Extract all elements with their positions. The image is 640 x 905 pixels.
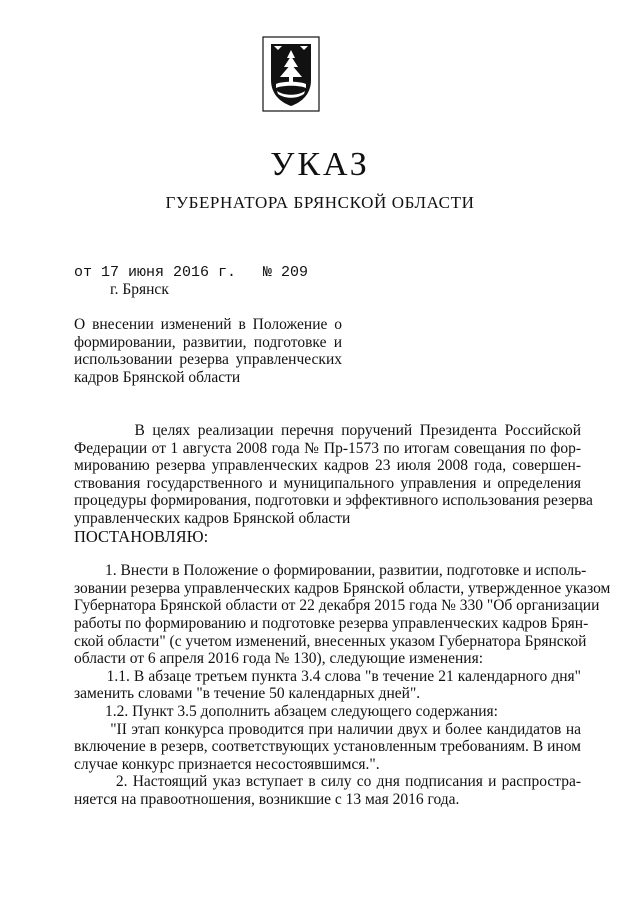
body-line: включение в резерв, соответствующих установленным требованиям. В ином bbox=[74, 738, 581, 756]
body-line: 1.2. Пункт 3.5 дополнить абзацем следующего содержания: bbox=[74, 702, 498, 720]
item-2-paragraph bbox=[74, 773, 581, 808]
item-1-2-paragraph bbox=[74, 703, 581, 721]
decree-number: № 209 bbox=[263, 264, 309, 281]
decree-date: от 17 июня 2016 г. bbox=[74, 264, 237, 281]
body-line: области от 6 апреля 2016 года № 130), следующие изменения: bbox=[74, 650, 484, 668]
body-line: управленческих кадров Брянской области bbox=[74, 509, 351, 527]
body-line: мированию резерва управленческих кадров 23 июля 2008 года, совершен- bbox=[74, 457, 581, 475]
quote-paragraph bbox=[74, 721, 581, 774]
decree-city: г. Брянск bbox=[110, 281, 169, 298]
item-1-1-paragraph bbox=[74, 668, 581, 703]
body-line: 2. Настоящий указ вступает в силу со дня подписания и распростра- bbox=[74, 773, 581, 791]
body-line: случае конкурс признается несостоявшимся.". bbox=[74, 755, 380, 773]
body-line: Федерации от 1 августа 2008 года № Пр-1573 по итогам совещания по фор- bbox=[74, 439, 581, 457]
body-line: 1.1. В абзаце третьем пункта 3.4 слова "в течение 21 календарного дня" bbox=[74, 667, 581, 685]
body-line: "II этап конкурса проводится при наличии двух и более кандидатов на bbox=[74, 720, 581, 738]
body-line: заменить словами "в течение 50 календарных дней". bbox=[74, 685, 421, 703]
subject-line: использовании резерва управленческих bbox=[74, 351, 342, 368]
subject-line: кадров Брянской области bbox=[74, 368, 241, 386]
decree-subject bbox=[74, 316, 342, 386]
subject-line: О внесении изменений в Положение о bbox=[74, 316, 342, 333]
body-line: работы по формированию и подготовке резерва управленческих кадров Брян- bbox=[74, 614, 589, 632]
document-title: УКАЗ bbox=[270, 146, 370, 183]
body-line: В целях реализации перечня поручений Президента Российской bbox=[74, 422, 581, 439]
body-line: няется на правоотношения, возникшие с 13 мая 2016 года. bbox=[74, 790, 460, 808]
preamble-paragraph bbox=[74, 422, 593, 528]
body-line: ской области" (с учетом изменений, внесенных указом Губернатора Брянской bbox=[74, 632, 587, 650]
coat-of-arms-emblem bbox=[262, 36, 320, 112]
body-line: ствования государственного и муниципального управления и определения bbox=[74, 474, 581, 492]
body-line: процедуры формирования, подготовки и эффективного использования резерва bbox=[74, 492, 593, 510]
decree-word: ПОСТАНОВЛЯЮ: bbox=[74, 526, 209, 546]
body-line: зовании резерва управленческих кадров Брянской области, утвержденное указом bbox=[74, 579, 611, 597]
decree-body bbox=[74, 422, 611, 808]
body-line: Губернатора Брянской области от 22 декабря 2015 года № 330 "Об организации bbox=[74, 597, 600, 615]
subject-line: формировании, развитии, подготовке и bbox=[74, 333, 342, 351]
document-subtitle: ГУБЕРНАТОРА БРЯНСКОЙ ОБЛАСТИ bbox=[165, 193, 475, 212]
body-line: 1. Внести в Положение о формировании, развитии, подготовке и исполь- bbox=[74, 562, 587, 580]
item-1-paragraph bbox=[74, 562, 611, 668]
bryansk-coat-of-arms-icon bbox=[262, 36, 320, 112]
